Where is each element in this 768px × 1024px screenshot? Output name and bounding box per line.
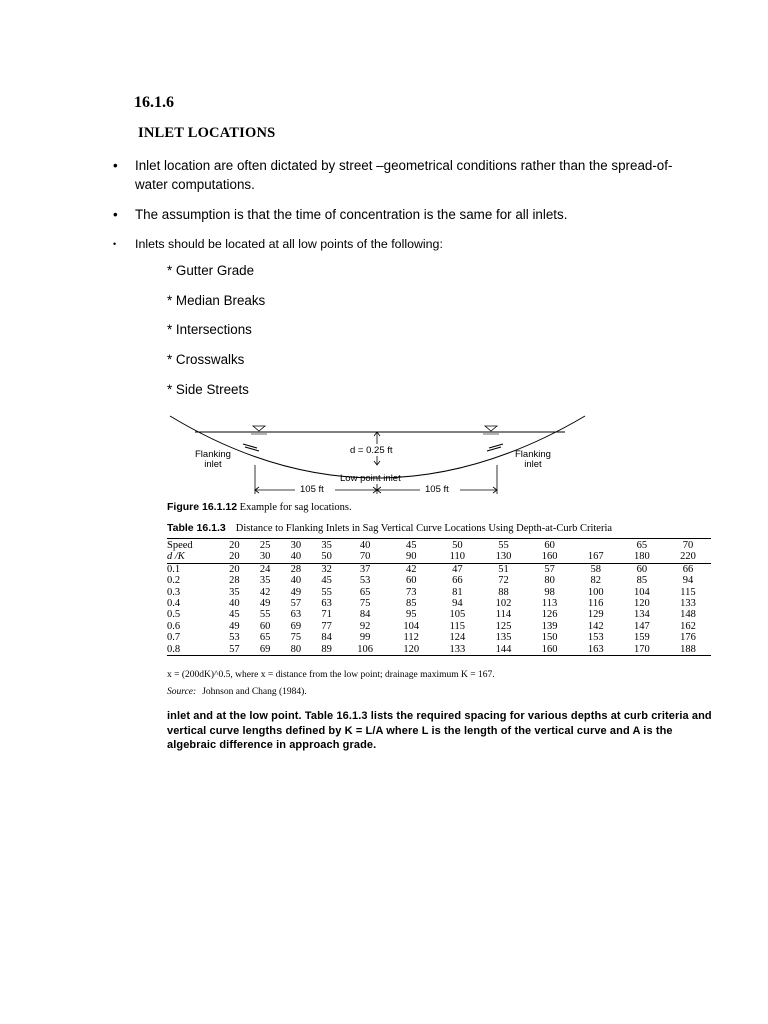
low-point-inlet-label: Low point inlet	[340, 473, 401, 484]
table-cell: 115	[449, 620, 465, 632]
table-cell: 144	[480, 644, 526, 656]
table-cell: 0.1	[167, 563, 181, 575]
table-cell: 125	[495, 620, 512, 632]
table-row	[167, 563, 711, 575]
table-cell: 63	[321, 598, 332, 610]
table-cell: 153	[587, 632, 604, 644]
table-cell: 0.4	[167, 598, 181, 610]
table-cell: 45	[388, 539, 434, 552]
table-cell: 42	[405, 563, 417, 575]
table-cell: 104	[633, 586, 650, 598]
table-cell: 124	[449, 632, 466, 644]
table-cell: 142	[587, 620, 604, 632]
table-cell: 45	[229, 609, 240, 621]
table-cell: 50	[434, 539, 480, 552]
table-cell: Speed	[167, 539, 219, 552]
table-cell: 35	[311, 539, 342, 552]
table-cell: 112	[403, 632, 419, 644]
table-cell: 40	[342, 539, 388, 552]
source-text: Johnson and Chang (1984).	[202, 687, 307, 697]
table-cell: 70	[342, 551, 388, 563]
table-cell: 110	[434, 551, 480, 563]
table-cell: 80	[544, 575, 555, 587]
table-cell: 57	[544, 563, 555, 575]
table-cell: 65	[359, 586, 371, 598]
left-distance-label: 105 ft	[300, 484, 324, 495]
table-cell: 42	[259, 586, 271, 598]
table-cell: d /K	[167, 551, 219, 563]
table-cell: 30	[281, 539, 312, 552]
bullet-text: Inlet location are often dictated by street –geometrical conditions rather than the spread-of-water computations.	[135, 158, 673, 192]
table-cell: 82	[590, 575, 601, 587]
table-cell: 129	[587, 609, 604, 621]
flanking-inlet-left-label: Flanking inlet	[195, 449, 231, 470]
table-row	[167, 587, 711, 598]
table-cell: 71	[321, 609, 332, 621]
table-cell: 102	[495, 598, 512, 610]
speed-header-row	[167, 539, 711, 552]
table-cell: 134	[633, 609, 650, 621]
table-cell: 95	[405, 609, 417, 621]
bullet-symbol: •	[113, 207, 118, 222]
table-cell: 85	[405, 598, 417, 610]
table-cell: 28	[229, 575, 240, 587]
source-label: Source:	[167, 687, 197, 697]
table-cell: 72	[498, 575, 509, 587]
table-cell: 120	[388, 644, 434, 656]
table-row	[167, 575, 711, 586]
table-cell: 53	[359, 575, 371, 587]
table-cell: 55	[480, 539, 526, 552]
table-cell: 170	[619, 644, 665, 656]
table-cell: 37	[359, 563, 371, 575]
table-cell: 57	[219, 644, 250, 656]
formula-footnote	[167, 670, 495, 680]
table-cell: 20	[229, 563, 240, 575]
table-row	[167, 632, 711, 643]
table-cell: 55	[259, 609, 271, 621]
table-caption-id: Table 16.1.3	[167, 522, 226, 534]
table-cell: 49	[259, 598, 271, 610]
right-distance-label: 105 ft	[425, 484, 449, 495]
table-cell: 65	[259, 632, 271, 644]
table-cell: 65	[619, 539, 665, 552]
section-title: INLET LOCATIONS	[138, 125, 276, 141]
table-cell: 106	[342, 644, 388, 656]
table-cell: 53	[229, 632, 240, 644]
figure-caption-text: Example for sag locations.	[239, 502, 352, 513]
table-cell: 163	[573, 644, 619, 656]
table-cell: 40	[281, 551, 312, 563]
table-cell: 66	[452, 575, 463, 587]
table-cell: 0.8	[167, 644, 219, 656]
table-cell: 0.7	[167, 632, 181, 644]
table-cell: 75	[359, 598, 371, 610]
table-row	[167, 609, 711, 620]
table-cell: 162	[680, 620, 696, 632]
table-cell: 35	[229, 586, 240, 598]
table-cell: 20	[219, 539, 250, 552]
table-cell: 60	[405, 575, 417, 587]
table-cell: 98	[544, 586, 555, 598]
table-cell: 135	[495, 632, 512, 644]
table-cell: 147	[633, 620, 650, 632]
table-cell: 69	[290, 620, 302, 632]
table-cell: 130	[480, 551, 526, 563]
table-cell: 115	[680, 586, 696, 598]
figure-caption	[167, 501, 352, 513]
low-point-item: * Median Breaks	[167, 293, 266, 308]
table-cell: 0.3	[167, 586, 181, 598]
table-cell: 100	[587, 586, 604, 598]
table-cell: 148	[680, 609, 696, 621]
table-cell: 160	[527, 644, 573, 656]
table-cell: 30	[250, 551, 281, 563]
table-cell: 176	[680, 632, 696, 644]
depth-label: d = 0.25 ft	[350, 445, 393, 456]
table-cell: 84	[321, 632, 332, 644]
table-cell: 25	[250, 539, 281, 552]
table-cell: 104	[403, 620, 420, 632]
table-cell: 114	[495, 609, 512, 621]
table-cell: 47	[452, 563, 463, 575]
table-cell: 40	[229, 598, 240, 610]
table-cell: 167	[573, 551, 619, 563]
table-cell: 80	[281, 644, 312, 656]
table-cell: 70	[665, 539, 711, 552]
table-cell: 66	[682, 563, 694, 575]
table-cell: 40	[290, 575, 302, 587]
table-cell: 0.5	[167, 609, 181, 621]
table-cell: 58	[590, 563, 601, 575]
table-cell: 90	[388, 551, 434, 563]
table-cell: 105	[449, 609, 466, 621]
table-cell: 60	[259, 620, 271, 632]
body-paragraph: inlet and at the low point. Table 16.1.3 lists the required spacing for various depths at curb criteria and vertical curve lengths defined by K = L/A where L is the length of the vertical curve and A is the algebraic difference in approach grade.	[167, 710, 712, 751]
table-cell: 49	[229, 620, 240, 632]
table-cell: 159	[633, 632, 650, 644]
table-cell: 133	[434, 644, 480, 656]
table-cell: 160	[527, 551, 573, 563]
table-cell: 139	[541, 620, 558, 632]
table-cell: 50	[311, 551, 342, 563]
table-cell: 60	[636, 563, 648, 575]
table-row	[167, 621, 711, 632]
table-cell: 84	[359, 609, 371, 621]
formula-text: x = (200dK)^0.5, where x = distance from the low point; drainage maximum K = 167.	[167, 670, 495, 680]
table-cell: 75	[290, 632, 302, 644]
low-point-item: * Intersections	[167, 322, 252, 337]
table-caption	[167, 522, 612, 534]
table-cell: 88	[498, 586, 509, 598]
table-cell: 60	[527, 539, 573, 552]
table-cell: 32	[321, 563, 332, 575]
table-cell	[573, 539, 619, 552]
table-cell: 92	[359, 620, 371, 632]
source-footnote	[167, 687, 307, 697]
table-cell: 55	[321, 586, 332, 598]
table-caption-title: Distance to Flanking Inlets in Sag Vertical Curve Locations Using Depth-at-Curb Criteria	[235, 523, 613, 534]
table-cell: 94	[682, 575, 694, 587]
bullet-text: Inlets should be located at all low points of the following:	[135, 237, 443, 251]
table-cell: 220	[665, 551, 711, 563]
table-row	[167, 598, 711, 609]
table-cell: 81	[452, 586, 463, 598]
low-point-item: * Crosswalks	[167, 352, 245, 367]
table-cell: 126	[541, 609, 558, 621]
figure-caption-id: Figure 16.1.12	[167, 501, 238, 513]
table-cell: 180	[619, 551, 665, 563]
table-cell: 99	[359, 632, 371, 644]
bullet-text: The assumption is that the time of concentration is the same for all inlets.	[135, 207, 568, 222]
table-cell: 45	[321, 575, 332, 587]
distance-table	[167, 538, 711, 656]
table-cell: 85	[636, 575, 648, 587]
table-cell: 57	[290, 598, 302, 610]
table-cell: 188	[665, 644, 711, 656]
table-row	[167, 644, 711, 656]
table-cell: 35	[259, 575, 271, 587]
flanking-inlet-right-label: Flanking inlet	[515, 449, 551, 470]
table-cell: 89	[311, 644, 342, 656]
table-cell: 63	[290, 609, 302, 621]
table-cell: 73	[405, 586, 417, 598]
table-cell: 133	[680, 598, 696, 610]
table-cell: 0.6	[167, 620, 181, 632]
k-header-row	[167, 551, 711, 563]
table-cell: 24	[259, 563, 271, 575]
table-cell: 28	[290, 563, 302, 575]
table-cell: 69	[250, 644, 281, 656]
table-cell: 77	[321, 620, 332, 632]
table-cell: 49	[290, 586, 302, 598]
table-cell: 150	[541, 632, 558, 644]
low-point-item: * Gutter Grade	[167, 263, 255, 278]
low-point-item: * Side Streets	[167, 382, 249, 397]
table-cell: 120	[633, 598, 650, 610]
bullet-symbol: •	[113, 158, 118, 173]
table-cell: 0.2	[167, 575, 181, 587]
section-number: 16.1.6	[134, 94, 174, 111]
table-cell: 20	[219, 551, 250, 563]
table-cell: 51	[498, 563, 509, 575]
table-cell: 113	[541, 598, 558, 610]
bullet-symbol: •	[113, 239, 117, 249]
table-cell: 94	[452, 598, 463, 610]
table-cell: 116	[588, 598, 604, 610]
sag-curve-figure	[165, 410, 715, 500]
